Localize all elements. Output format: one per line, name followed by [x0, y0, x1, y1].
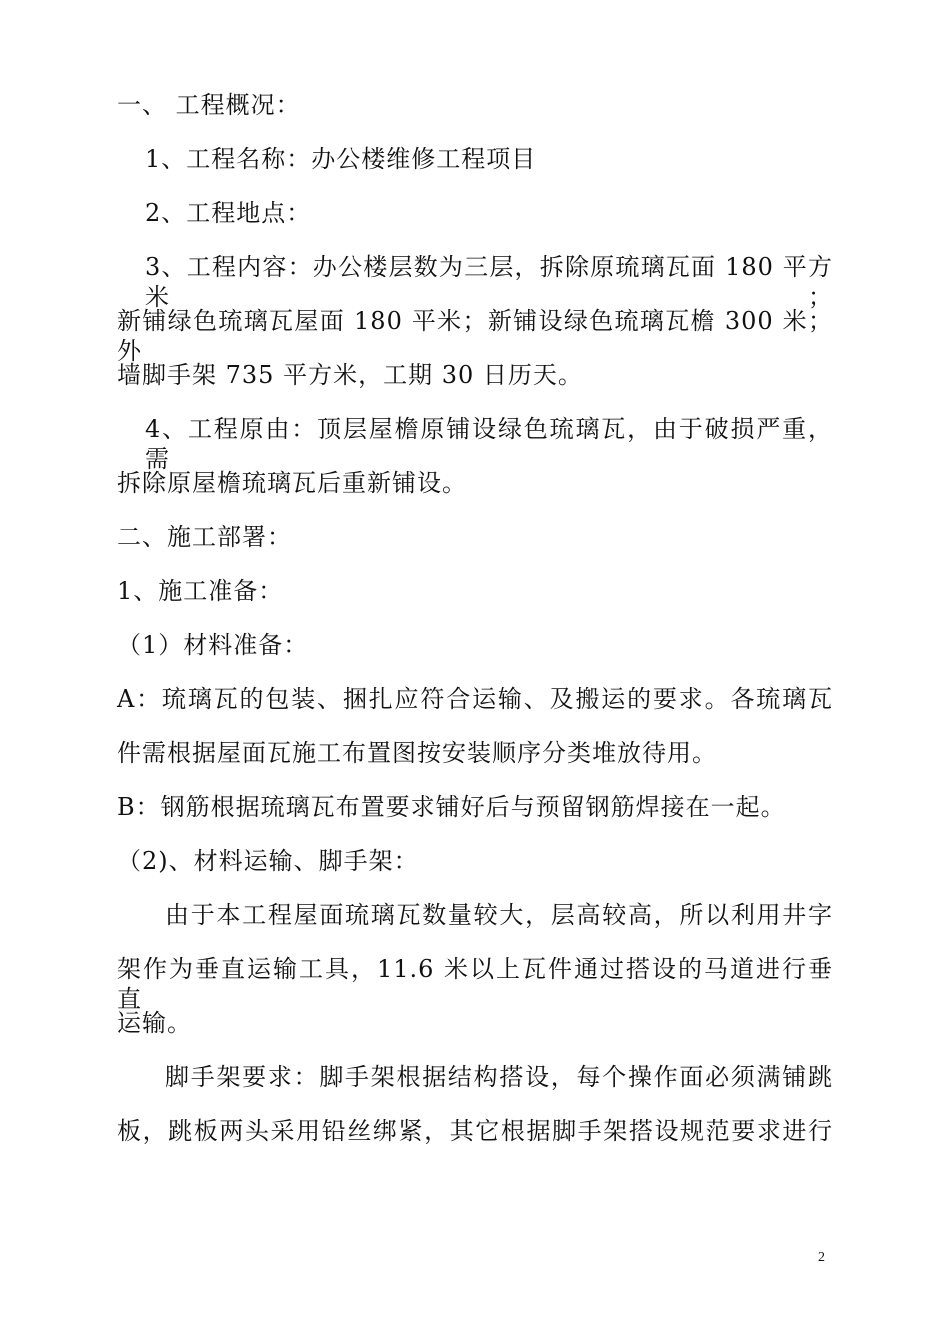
- section-heading-overview: 一、 工程概况：: [117, 91, 301, 119]
- material-item-a-line-2: 件需根据屋面瓦施工布置图按安装顺序分类堆放待用。: [117, 739, 717, 767]
- transport-paragraph-line-2: 架作为垂直运输工具，11.6 米以上瓦件通过搭设的马道进行垂直: [117, 955, 833, 1013]
- transport-scaffold-heading: （2)、材料运输、脚手架：: [117, 847, 419, 875]
- project-content-line-1: 3、工程内容：办公楼层数为三层，拆除原琉璃瓦面 180 平方米；: [145, 253, 833, 311]
- material-item-b-line: B：钢筋根据琉璃瓦布置要求铺好后与预留钢筋焊接在一起。: [117, 793, 786, 821]
- project-reason-line-1: 4、工程原由：顶层屋檐原铺设绿色琉璃瓦，由于破损严重，需: [145, 415, 833, 473]
- transport-paragraph-line-1: 由于本工程屋面琉璃瓦数量较大，层高较高，所以利用井字: [165, 901, 833, 929]
- scaffold-requirement-line-1: 脚手架要求：脚手架根据结构搭设，每个操作面必须满铺跳: [165, 1063, 833, 1091]
- project-location-line: 2、工程地点：: [145, 199, 312, 227]
- project-content-line-2: 新铺绿色琉璃瓦屋面 180 平米；新铺设绿色琉璃瓦檐 300 米；外: [117, 307, 833, 365]
- project-name-line: 1、工程名称：办公楼维修工程项目: [145, 145, 537, 173]
- section-heading-deployment: 二、施工部署：: [117, 523, 292, 551]
- page-number: 2: [818, 1250, 825, 1265]
- material-preparation-heading: （1）材料准备：: [117, 631, 309, 659]
- project-content-line-3: 墙脚手架 735 平方米，工期 30 日历天。: [117, 361, 583, 389]
- construction-preparation-heading: 1、施工准备：: [117, 577, 284, 605]
- project-reason-line-2: 拆除原屋檐琉璃瓦后重新铺设。: [117, 469, 467, 497]
- transport-paragraph-line-3: 运输。: [117, 1009, 192, 1037]
- scaffold-requirement-line-2: 板，跳板两头采用铅丝绑紧，其它根据脚手架搭设规范要求进行: [117, 1117, 833, 1145]
- material-item-a-line-1: A：琉璃瓦的包装、捆扎应符合运输、及搬运的要求。各琉璃瓦: [117, 685, 833, 713]
